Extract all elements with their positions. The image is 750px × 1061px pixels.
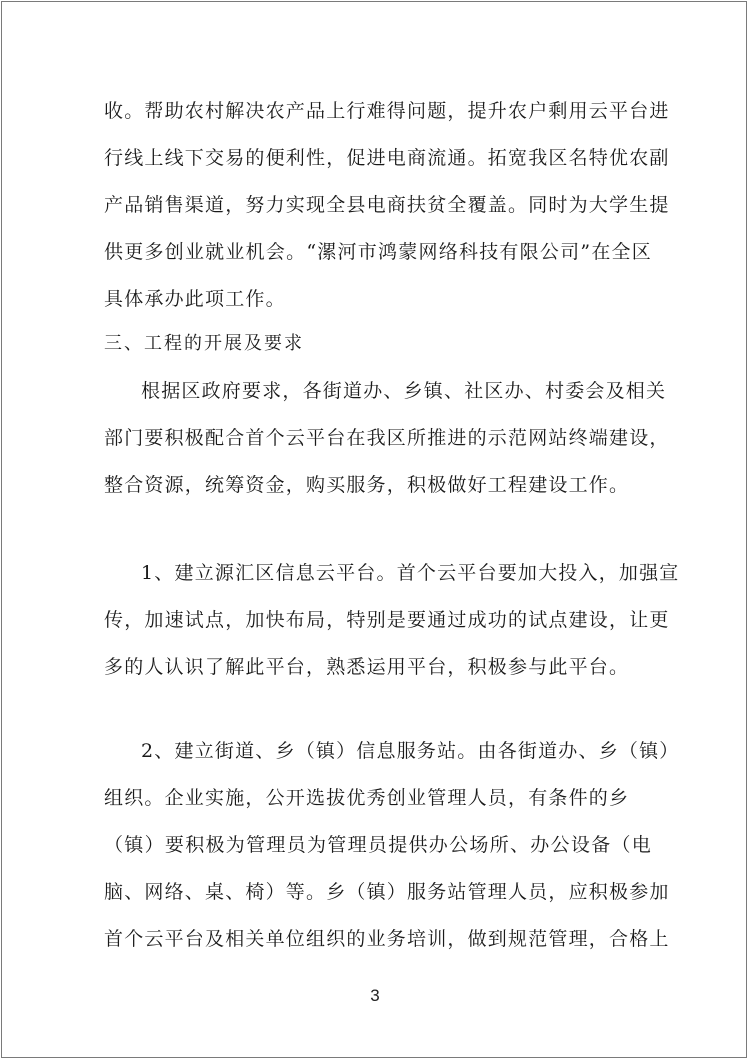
list-item-line: 组织。企业实施，公开选拔优秀创业管理人员，有条件的乡 bbox=[104, 787, 630, 809]
list-item-line: （镇）要积极为管理员为管理员提供办公场所、办公设备（电 bbox=[104, 834, 652, 856]
list-item-line: 1、建立源汇区信息云平台。首个云平台要加大投入，加强宣 bbox=[141, 562, 680, 584]
paragraph-line: 收。帮助农村解决农产品上行难得问题，提升农户剩用云平台进 bbox=[104, 100, 670, 122]
paragraph-line: 产品销售渠道，努力实现全县电商扶贫全覆盖。同时为大学生提 bbox=[104, 194, 670, 216]
paragraph-line: 具体承办此项工作。 bbox=[104, 288, 286, 310]
list-item-line: 多的人认识了解此平台，熟悉运用平台，积极参与此平台。 bbox=[104, 656, 630, 678]
list-item-line: 2、建立街道、乡（镇）信息服务站。由各街道办、乡（镇） bbox=[141, 740, 680, 762]
paragraph-line: 整合资源，统筹资金，购买服务，积极做好工程建设工作。 bbox=[104, 474, 630, 496]
list-item-line: 传，加速试点，加快布局，特别是要通过成功的试点建设，让更 bbox=[104, 609, 670, 631]
paragraph-line: 根据区政府要求，各街道办、乡镇、社区办、村委会及相关 bbox=[141, 380, 667, 402]
paragraph-line: 行线上线下交易的便利性，促进电商流通。拓宽我区名特优农副 bbox=[104, 147, 670, 169]
paragraph-line: 供更多创业就业机会。“漯河市鸿蒙网络科技有限公司”在全区 bbox=[104, 241, 652, 263]
page-number: 3 bbox=[370, 986, 380, 1005]
list-item-line: 首个云平台及相关单位组织的业务培训，做到规范管理，合格上 bbox=[104, 928, 670, 950]
section-heading: 三、工程的开展及要求 bbox=[104, 333, 304, 354]
paragraph-line: 部门要积极配合首个云平台在我区所推进的示范网站终端建设， bbox=[104, 427, 670, 449]
list-item-line: 脑、网络、桌、椅）等。乡（镇）服务站管理人员，应积极参加 bbox=[104, 881, 670, 903]
